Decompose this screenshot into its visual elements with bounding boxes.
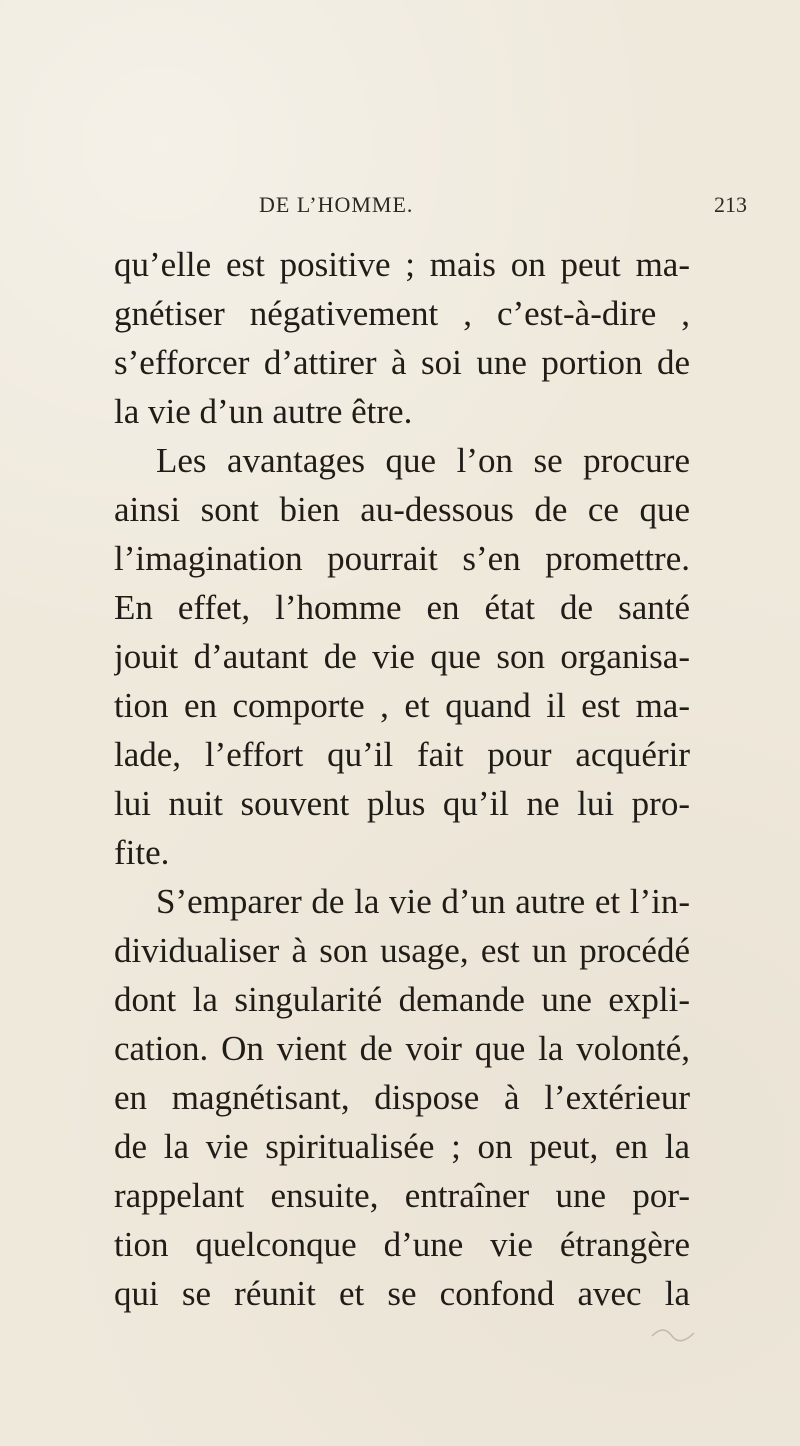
text-line-18: en magnétisant, dispose à l’extérieur xyxy=(114,1078,690,1117)
text-line-10: tion en comporte , et quand il est ma- xyxy=(114,686,690,725)
text-line-9: jouit d’autant de vie que son organisa- xyxy=(114,637,690,676)
text-line-14: S’emparer de la vie d’un autre et l’in- xyxy=(156,882,690,921)
text-line-17: cation. On vient de voir que la volonté, xyxy=(114,1029,690,1068)
text-line-7: l’imagination pourrait s’en promettre. xyxy=(114,539,690,578)
paper-mark-icon xyxy=(650,1326,696,1342)
text-line-1: qu’elle est positive ; mais on peut ma- xyxy=(114,245,690,284)
text-line-2: gnétiser négativement , c’est-à-dire , xyxy=(114,294,690,333)
text-line-6: ainsi sont bien au-dessous de ce que xyxy=(114,490,690,529)
text-line-19: de la vie spiritualisée ; on peut, en la xyxy=(114,1127,690,1166)
text-line-8: En effet, l’homme en état de santé xyxy=(114,588,690,627)
text-line-12: lui nuit souvent plus qu’il ne lui pro- xyxy=(114,784,690,823)
text-line-15: dividualiser à son usage, est un procédé xyxy=(114,931,690,970)
text-line-22: qui se réunit et se confond avec la xyxy=(114,1274,690,1313)
text-line-11: lade, l’effort qu’il fait pour acquérir xyxy=(114,735,690,774)
text-line-4: la vie d’un autre être. xyxy=(114,392,413,431)
page-number: 213 xyxy=(714,192,747,217)
running-title: DE L’HOMME. xyxy=(259,192,414,217)
text-line-13: fite. xyxy=(114,833,170,872)
text-line-5: Les avantages que l’on se procure xyxy=(156,441,690,480)
text-line-20: rappelant ensuite, entraîner une por- xyxy=(114,1176,690,1215)
text-line-16: dont la singularité demande une expli- xyxy=(114,980,690,1019)
text-line-21: tion quelconque d’une vie étrangère xyxy=(114,1225,690,1264)
text-line-3: s’efforcer d’attirer à soi une portion de xyxy=(114,343,690,382)
